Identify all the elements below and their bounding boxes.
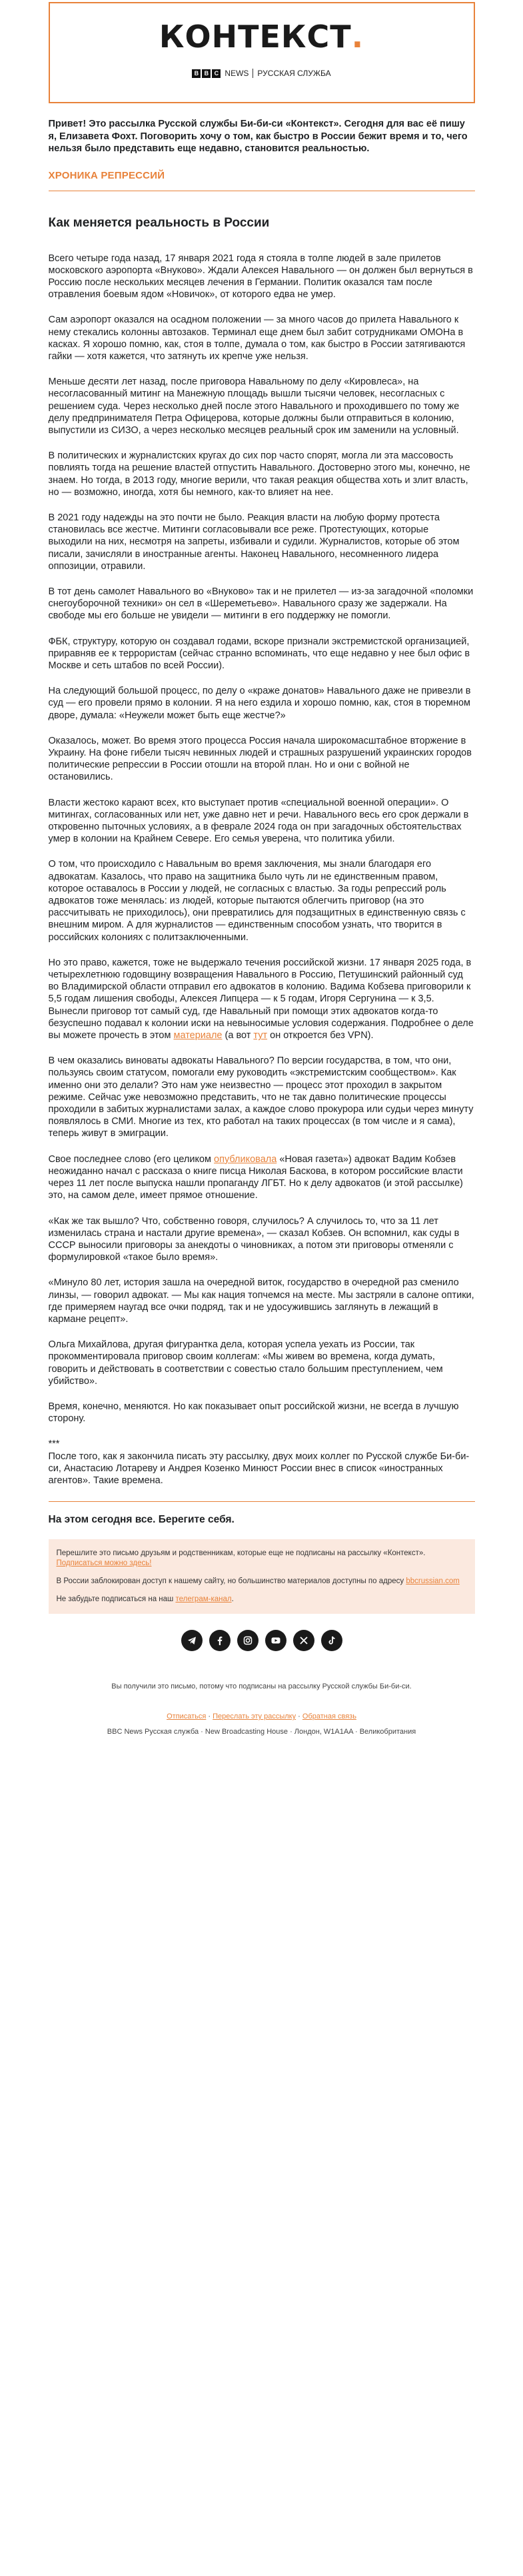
social-links [49, 1630, 475, 1651]
article-paragraph: В тот день самолет Навального во «Внуково» так и не прилетел — из-за загадочной «поломки снегоуборочной техники» он сел в «Шереметьево». Навального сразу же задержали. На свободе мы его больше не увидели — митинги в его поддержку не помогли. [48, 586, 474, 622]
x-icon[interactable] [293, 1630, 314, 1651]
novaya-gazeta-link[interactable]: опубликовала [214, 1153, 277, 1165]
note-mirror: В России заблокирован доступ к нашему сайту, но большинство материалов доступны по адресу bbcrussian.com [56, 1577, 460, 1586]
article-paragraph: Свое последнее слово (его целиком опубликовала «Новая газета») адвокат Вадим Кобзев неожиданно начал с рассказа о книге писца Николая Баскова, в котором российские власти через 11 лет после выпуска нашли пропаганду ЛГБТ. Но к делу адвокатов (и этой рассылке) это, на самом деле, имеет прямое отношение. [48, 1153, 463, 1201]
article-paragraph: *** После того, как я закончила писать эту рассылку, двух моих коллег по Русской службе Би-би-си, Анастасию Лотареву и Андрея Козенко Минюст России внес в список «иностранных агентов». Такие времена. [48, 1439, 470, 1486]
kontekst-logo: КОНТЕКСТ. [159, 19, 364, 55]
closing-text: На этом сегодня все. Берегите себя. [48, 1514, 235, 1526]
service-label: РУССКАЯ СЛУЖБА [257, 69, 331, 78]
article-paragraph: Оказалось, может. Во время этого процесса Россия начала широкомасштабное вторжение в Украину. На фоне гибели тысяч невинных людей и страшных разрушений украинских городов политические репрессии в России отошли на второй план. Но и они с войной не остановились. [48, 735, 472, 783]
closing-divider [49, 1501, 475, 1502]
article-body [49, 253, 475, 1487]
article-paragraph: Всего четыре года назад, 17 января 2021 года я стояла в толпе людей в зале прилетов московского аэропорта «Внуково». Ждали Алексея Навального — он должен был вернуться в Россию после нескольких месяцев лечения в Германии. Политик оказался там после отравления боевым ядом «Новичок», от которого едва не умер. [48, 253, 473, 301]
article-paragraph: Власти жестоко карают всех, кто выступает против «специальной военной операции». О митингах, согласованных или нет, уже давно нет и речи. Навального весь его срок держали в откровенно пыточных условиях, а в феврале 2024 года он при загадочных обстоятельствах умер в колонии на Крайнем Севере. Его семья уверена, что политика убили. [48, 797, 469, 845]
note-forward: Перешлите это письмо друзьям и родственникам, которые еще не подписаны на рассылку «Контекст». Подписаться можно здесь! [56, 1549, 426, 1568]
article-paragraph: Сам аэропорт оказался на осадном положении — за много часов до прилета Навального к нему стекались колонны автозаков. Терминал еще днем был забит сотрудниками ОМОНа в касках. Я хорошо помню, как, стоя в толпе, думала о том, как быстро в России затягиваются гайки — хотя кажется, что затянуть их крепче уже нельзя. [48, 315, 466, 362]
article-paragraph: «Как же так вышло? Что, собственно говоря, случилось? А случилось то, что за 11 лет изменилась страна и настали другие времена», — сказал Кобзев. Он вспомнил, как суды в СССР выносили приговоры за анекдоты о чиновниках, а потом эти приговоры отменяли с формулировкой «такое было время». [48, 1215, 460, 1263]
article-material-link[interactable]: материале [173, 1030, 223, 1041]
article-paragraph: Ольга Михайлова, другая фигурантка дела, которая успела уехать из России, так прокомментировала приговор своим коллегам: «Мы живем во времена, когда думать, говорить и действовать в соответствии с совестью стало большим преступлением, чем убийство». [48, 1339, 443, 1387]
telegram-channel-link[interactable]: телеграм-канал [175, 1595, 232, 1604]
mirror-site-link[interactable]: bbcrussian.com [406, 1577, 460, 1586]
article-paragraph: Меньше десяти лет назад, после приговора Навальному по делу «Кировлеса», на несогласованный митинг на Манежную площадь вышли тысячи человек, несогласных с решением суда. Через несколько дней после этого Навального и проходившего по тому же делу предпринимателя Петра Офицерова, которые должны были отправиться в колонию, выпустили из СИЗО, а через несколько месяцев реальный срок им заменили на условный. [48, 376, 460, 436]
article-paragraph: В чем оказались виноваты адвокаты Навального? По версии государства, в том, что они, пользуясь своим статусом, помогали ему руководить «экстремистским сообществом». Как именно они это делали? Это нам уже неизвестно — процесс этот проходил в закрытом режиме. Сейчас уже невозможно представить, что не так давно политические процессы проходили в забитых журналистами залах, а каждое слово прокурора или судьи через минуту появлялось в СМИ. Многие из тех, кто работал на таких процессах (в том числе и я сама), теперь живут в эмиграции. [48, 1055, 474, 1139]
feedback-link[interactable]: Обратная связь [302, 1712, 356, 1721]
footer [49, 1682, 475, 1737]
footer-reason: Вы получили это письмо, потому что подписаны на рассылку Русской службы Би-би-си. [111, 1682, 412, 1691]
unsubscribe-link[interactable]: Отписаться [167, 1712, 207, 1721]
tiktok-icon[interactable] [321, 1630, 342, 1651]
instagram-icon[interactable] [237, 1630, 259, 1651]
note-telegram: Не забудьте подписаться на наш телеграм-канал. [56, 1595, 234, 1604]
intro-text: Привет! Это рассылка Русской службы Би-би-си «Контекст». Сегодня для вас её пишу я, Елизавета Фохт. Поговорить хочу о том, как быстро в России бежит время и то, чего нельзя было представить еще недавно, становится реальностью. [48, 119, 468, 154]
footer-address: BBC News Русская служба · New Broadcasting House · Лондон, W1A1AA · Великобритания [107, 1728, 416, 1736]
article-title: Как меняется реальность в России [48, 215, 270, 230]
youtube-icon[interactable] [265, 1630, 286, 1651]
article-paragraph: Время, конечно, меняются. Но как показывает опыт российской жизни, не всегда в лучшую сторону. [48, 1401, 459, 1425]
article-paragraph: В политических и журналистских кругах до сих пор часто спорят, могла ли эта массовость повлиять тогда на решение властей отпустить Навального. Достоверно этого мы, конечно, не знаем. Но тогда, в 2013 году, многие верили, что такая реакция общества хоть и злит власть, но — возможно, иногда, хотя бы немного, как-то влияет на нее. [48, 450, 470, 498]
forward-link[interactable]: Переслать эту рассылку [213, 1712, 296, 1721]
section-title: ХРОНИКА РЕПРЕССИЙ [48, 169, 165, 181]
footer-links: Отписаться · Переслать эту рассылку · Обратная связь [167, 1712, 356, 1721]
article-paragraph: ФБК, структуру, которую он создавал годами, вскоре признали экстремистской организацией, приравняв ее к террористам (сейчас странно вспоминать, что еще недавно у нее был офис в Москве и сеть штабов по всей России). [48, 636, 470, 671]
article-paragraph: «Минуло 80 лет, история зашла на очередной виток, государство в очередной раз сменило линзы, — говорил адвокат. — Мы как нация топчемся на месте. Мы застряли в салоне оптики, где примеряем наугад все очки подряд, так и не удосужившись заглянуть в лежащий в кармане рецепт». [48, 1277, 474, 1325]
article-paragraph: О том, что происходило с Навальным во время заключения, мы знали благодаря его адвокатам. Казалось, что право на защитника было чуть ли не единственным правом, которое оставалось в России у людей, не согласных с властью. За годы репрессий роль адвокатов тоже менялась: из людей, которые пытаются облегчить приговор (на это рассчитывать не приходилось), они превратились для подзащитных в единственную связь с внешним миром. А для журналистов — единственным способом узнать, что творится в российских колониях с политзаключенными. [48, 859, 466, 943]
newsletter [49, 2, 475, 1737]
no-vpn-link[interactable]: тут [253, 1030, 268, 1041]
news-label: NEWS [225, 69, 249, 78]
subscribe-note [49, 1539, 475, 1614]
bbc-brandline [50, 69, 474, 78]
telegram-icon[interactable] [181, 1630, 203, 1651]
subscribe-link[interactable]: Подписаться можно здесь! [56, 1559, 152, 1568]
facebook-icon[interactable] [209, 1630, 231, 1651]
article-paragraph: В 2021 году надежды на это почти не было. Реакция власти на любую форму протеста становилась все жестче. Митинги согласовывали все реже. Протестующих, которые выходили на них, несмотря на запреты, избивали и судили. Журналистов, которые об этом писали, зачисляли в иностранные агенты. Наконец Навального, несомненного лидера оппозиции, отравили. [48, 512, 460, 572]
article-paragraph: На следующий большой процесс, по делу о «краже донатов» Навального даже не привезли в суд — его провели прямо в колонии. Я на него ездила и хорошо помню, как, стоя в тюремном дворе, думала: «Неужели может быть еще жестче?» [48, 686, 471, 721]
article-paragraph: Но это право, кажется, тоже не выдержало течения российской жизни. 17 января 2025 года, в четырехлетнюю годовщину возвращения Навального в Россию, Петушинский районный суд во Владимирской области отправил его адвокатов в колонию. Вадима Кобзева приговорили к 5,5 годам лишения свободы, Алексея Липцера — к 5 годам, Игоря Сергунина — к 3,5. Вынесли приговор тот самый суд, где Навальный при помощи этих адвокатов когда-то безуспешно подавал к колонии иски на невыносимые условия содержания. Подробнее о деле вы можете прочесть в этом материале (а вот тут он откроется без VPN). [48, 957, 474, 1041]
masthead [49, 2, 475, 103]
bbc-logo-icon: B B C [192, 69, 221, 78]
